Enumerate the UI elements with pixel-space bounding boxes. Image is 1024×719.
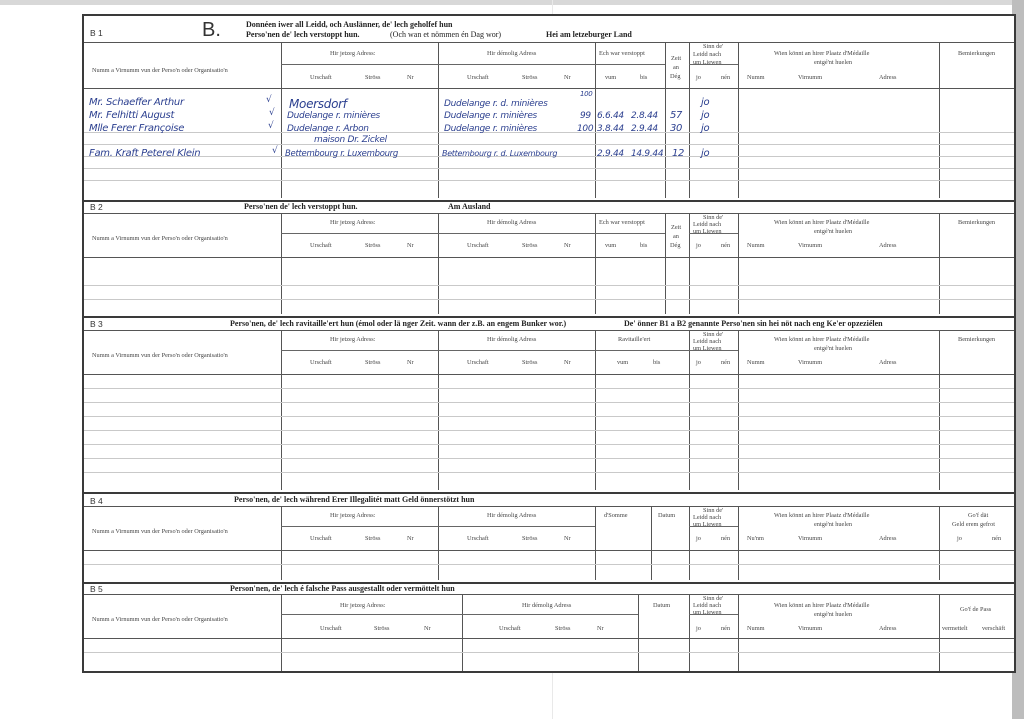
b1-entry-days-2: 57 — [670, 110, 683, 121]
b1-header-stross2: Ströss — [522, 74, 538, 81]
b2-header-nen: nén — [721, 242, 731, 249]
b2-header-virnumm: Virnumm — [798, 242, 823, 249]
b4-header-nr: Nr — [407, 535, 414, 542]
section-b4 — [84, 492, 1014, 584]
b2-header-former-addr: Hir démolig Adress — [487, 219, 537, 226]
section-b1-title-line1: Donnéen iwer all Leidd, och Auslänner, de' lech geholfef hun — [246, 20, 453, 29]
section-b2-grid — [84, 213, 1014, 314]
b1-header-nr2: Nr — [564, 74, 571, 81]
b2-header-name: Numm a Virnumm vun der Perso'n oder Organisatio'n — [92, 235, 228, 242]
b1-entry-name-3: Mlle Ferer Françoise — [89, 123, 185, 134]
b1-entry-days-3: 30 — [670, 123, 683, 134]
b1-entry-bis-3: 2.9.44 — [631, 124, 658, 134]
section-b1-title-line2c: Hei am letzeburger Land — [546, 30, 632, 39]
b1-header-name: Numm a Virnumm vun der Perso'n oder Organisatio'n — [92, 67, 228, 74]
b1-header-urschaft2: Urschaft — [467, 74, 489, 81]
b3-header-urschaft2: Urschaft — [467, 359, 489, 366]
section-b4-grid — [84, 506, 1014, 580]
b1-header-jo: jo — [696, 74, 701, 81]
b1-entry-name-2: Mr. Felhitti August — [89, 110, 175, 121]
b1-entry-vum-2: 6.6.44 — [597, 111, 624, 121]
b1-entry-current-2: Dudelange r. minières — [287, 111, 380, 121]
b4-header-jo2: jo — [957, 535, 962, 542]
section-b5 — [84, 582, 1014, 671]
section-b2-title: Perso'nen de' lech verstoppt hun. — [244, 202, 358, 211]
b4-header-virnumm: Virnumm — [798, 535, 823, 542]
b5-header-datum: Datum — [653, 602, 671, 609]
b5-header-virnumm: Virnumm — [798, 625, 823, 632]
b1-entry-check-2: √ — [269, 108, 275, 118]
b5-header-alive1: Sinn de' — [703, 595, 724, 602]
b5-header-urschaft2: Urschaft — [499, 625, 521, 632]
b1-entry-check-4: √ — [272, 146, 278, 156]
b5-header-stross: Ströss — [374, 625, 390, 632]
b3-header-remarks: Bemierkungen — [958, 336, 996, 343]
section-b3 — [84, 316, 1014, 494]
b5-header-alive3: um Liewen — [693, 609, 722, 616]
b4-header-alive2: Leidd nach — [693, 514, 722, 521]
b1-header-medal: Wien könnt an hirer Plaatz d'Médaille — [774, 50, 870, 57]
b4-header-stross: Ströss — [365, 535, 381, 542]
b4-header-nen: nén — [721, 535, 731, 542]
b1-header-alive1: Sinn de' — [703, 43, 724, 50]
b1-entry-current2-3: maison Dr. Zickel — [314, 135, 387, 145]
b4-header-geld1: Go'f dät — [968, 512, 989, 519]
b4-header-jo: jo — [696, 535, 701, 542]
b2-header-medal2: entgé'nt huelen — [814, 228, 853, 235]
b1-header-nr: Nr — [407, 74, 414, 81]
b4-header-former-addr: Hir démolig Adress — [487, 512, 537, 519]
b1-entry-former-3: Dudelange r. minières — [444, 124, 537, 134]
b5-header-medal2: entgé'nt huelen — [814, 611, 853, 618]
b5-header-urschaft: Urschaft — [320, 625, 342, 632]
b2-header-hidden: Ech war verstoppt — [599, 219, 645, 226]
b3-header-medal: Wien könnt an hirer Plaatz d'Médaille — [774, 336, 870, 343]
section-b4-title: Perso'nen, de' lech während Erer Illegalitét matt Geld önnerstötzt hun — [234, 495, 475, 504]
b3-header-stross: Ströss — [365, 359, 381, 366]
b5-header-jo: jo — [696, 625, 701, 632]
b1-entry-bis-4: 14.9.44 — [631, 149, 664, 159]
b1-entry-former-nr-3: 100 — [577, 124, 594, 134]
b2-header-remarks: Bemierkungen — [958, 219, 996, 226]
b4-header-nen2: nén — [992, 535, 1002, 542]
b3-header-stross2: Ströss — [522, 359, 538, 366]
b1-header-alive3: um Liewen — [693, 59, 722, 66]
b1-entry-current-1: Moersdorf — [289, 97, 347, 111]
b2-header-numm: Numm — [747, 242, 765, 249]
section-b1 — [84, 16, 1014, 202]
b1-entry-check-3: √ — [268, 121, 274, 131]
b2-header-vum: vum — [605, 242, 617, 249]
b1-entry-alive-1: jo — [701, 97, 710, 108]
b4-header-datum: Datum — [658, 512, 676, 519]
b1-header-adress: Adress — [879, 74, 897, 81]
b1-entry-vum-3: 3.8.44 — [597, 124, 624, 134]
b1-header-time: Zeit — [671, 55, 682, 62]
b3-header-nen: nén — [721, 359, 731, 366]
b1-entry-former-nr-1: 100 — [580, 90, 593, 98]
b4-header-medal2: entgé'nt huelen — [814, 521, 853, 528]
section-b1-id: B 1 — [90, 28, 103, 38]
b5-header-adress: Adress — [879, 625, 897, 632]
b1-header-urschaft: Urschaft — [310, 74, 332, 81]
section-b3-grid — [84, 330, 1014, 490]
b1-entry-former-2: Dudelange r. minières — [444, 111, 537, 121]
b2-header-medal: Wien könnt an hirer Plaatz d'Médaille — [774, 219, 870, 226]
b1-header-time3: Dég — [670, 73, 681, 80]
b3-header-name: Numm a Virnumm vun der Perso'n oder Organisatio'n — [92, 352, 228, 359]
section-b3-title: Perso'nen, de' lech ravitaille'ert hun (émol oder lä nger Zeit. wann der z.B. an engem Bunker wor.) — [230, 319, 567, 328]
b1-entry-current-4: Bettembourg r. Luxembourg — [285, 149, 398, 159]
b2-header-jo: jo — [696, 242, 701, 249]
b2-header-stross2: Ströss — [522, 242, 538, 249]
b5-header-nr2: Nr — [597, 625, 604, 632]
b5-header-alive2: Leidd nach — [693, 602, 722, 609]
b5-header-verschaft: verschäft — [982, 625, 1006, 632]
b3-header-adress: Adress — [879, 359, 897, 366]
b4-header-somme: d'Somme — [604, 512, 628, 519]
b3-header-former-addr: Hir démolig Adress — [487, 336, 537, 343]
b4-header-geld2: Geld erem gefrot — [952, 521, 996, 528]
b1-entry-former-4: Bettembourg r. d. Luxembourg — [442, 149, 558, 158]
b3-header-bis: bis — [653, 359, 661, 366]
b2-header-alive3: um Liewen — [693, 228, 722, 235]
b2-header-time2: an — [673, 233, 679, 240]
b1-entry-name-4: Fam. Kraft Peterel Klein — [89, 148, 201, 159]
b5-header-stross2: Ströss — [555, 625, 571, 632]
section-b2-title-b: Am Ausland — [448, 202, 491, 211]
b5-header-former-addr: Hir démolig Adress — [522, 602, 572, 609]
b1-header-time2: an — [673, 64, 679, 71]
section-b5-title: Person'nen, de' lech é falsche Pass ausgestallt oder vermöttelt hun — [230, 584, 455, 593]
section-b1-grid — [84, 42, 1014, 198]
b2-header-stross: Ströss — [365, 242, 381, 249]
b1-entry-former-nr-2: 99 — [580, 111, 591, 121]
b1-header-current-addr: Hir jetzeg Adress: — [330, 50, 376, 57]
b1-header-stross: Ströss — [365, 74, 381, 81]
b2-header-nr2: Nr — [564, 242, 571, 249]
b3-header-medal2: entgé'nt huelen — [814, 345, 853, 352]
b3-header-alive1: Sinn de' — [703, 331, 724, 338]
section-b3-id: B 3 — [90, 319, 103, 329]
b3-header-nr: Nr — [407, 359, 414, 366]
b1-header-numm: Numm — [747, 74, 765, 81]
b1-header-vum: vum — [605, 74, 617, 81]
b3-header-nr2: Nr — [564, 359, 571, 366]
b4-header-nunm: Nu'nm — [747, 535, 764, 542]
section-b3-title-b: De' önner B1 a B2 genannte Perso'nen sin hei nöt nach eng Ke'er opzeziélen — [624, 319, 883, 328]
b4-header-medal: Wien könnt an hirer Plaatz d'Médaille — [774, 512, 870, 519]
b1-entry-vum-4: 2.9.44 — [597, 149, 624, 159]
b2-header-time3: Dég — [670, 242, 681, 249]
b3-header-alive2: Leidd nach — [693, 338, 722, 345]
b3-header-virnumm: Virnumm — [798, 359, 823, 366]
b1-entry-current-3: Dudelange r. Arbon — [287, 124, 369, 134]
b1-entry-days-4: 12 — [672, 148, 685, 159]
paper-top-edge — [0, 0, 1024, 5]
b1-entry-check-1: √ — [266, 95, 272, 105]
section-b1-letter: B. — [202, 19, 221, 41]
section-b1-title-line2: Perso'nen de' lech verstoppt hun. — [246, 30, 360, 39]
b2-header-current-addr: Hir jetzeg Adress: — [330, 219, 376, 226]
b4-header-current-addr: Hir jetzeg Adress: — [330, 512, 376, 519]
b5-header-medal: Wien könnt an hirer Plaatz d'Médaille — [774, 602, 870, 609]
b4-header-urschaft2: Urschaft — [467, 535, 489, 542]
section-b2 — [84, 200, 1014, 318]
b4-header-alive3: um Liewen — [693, 521, 722, 528]
b1-header-former-addr: Hir démolig Adress — [487, 50, 537, 57]
b3-header-vum: vum — [617, 359, 629, 366]
b1-entry-alive-2: jo — [701, 110, 710, 121]
b5-header-name: Numm a Virnumm vun der Perso'n oder Organisatio'n — [92, 616, 228, 623]
b5-header-numm: Numm — [747, 625, 765, 632]
section-b4-id: B 4 — [90, 496, 103, 506]
b1-header-medal2: entgé'nt huelen — [814, 59, 853, 66]
b3-header-ravitaille: Ravitaille'ert — [618, 336, 651, 343]
b4-header-name: Numm a Virnumm vun der Perso'n oder Organisatio'n — [92, 528, 228, 535]
b1-entry-alive-3: jo — [701, 123, 710, 134]
b4-header-stross2: Ströss — [522, 535, 538, 542]
b2-header-bis: bis — [640, 242, 648, 249]
section-b2-id: B 2 — [90, 202, 103, 212]
b3-header-urschaft: Urschaft — [310, 359, 332, 366]
b1-header-hidden: Ech war verstoppt — [599, 50, 645, 57]
section-b1-band — [84, 16, 1014, 43]
b5-header-nr: Nr — [424, 625, 431, 632]
b1-header-nen: nén — [721, 74, 731, 81]
b2-header-nr: Nr — [407, 242, 414, 249]
b3-header-current-addr: Hir jetzeg Adress: — [330, 336, 376, 343]
b2-header-urschaft2: Urschaft — [467, 242, 489, 249]
b1-entry-bis-2: 2.8.44 — [631, 111, 658, 121]
b5-header-nen: nén — [721, 625, 731, 632]
section-b1-title-line2b: (Och wan et nömmen én Dag wor) — [390, 30, 502, 39]
section-b3-band — [84, 316, 1014, 331]
b2-header-adress: Adress — [879, 242, 897, 249]
b5-header-pass: Go'f de Pass — [960, 606, 992, 613]
b4-header-adress: Adress — [879, 535, 897, 542]
section-b4-band — [84, 492, 1014, 507]
b2-header-urschaft: Urschaft — [310, 242, 332, 249]
b3-header-jo: jo — [696, 359, 701, 366]
b4-header-urschaft: Urschaft — [310, 535, 332, 542]
b3-header-alive3: um Liewen — [693, 345, 722, 352]
b2-header-alive1: Sinn de' — [703, 214, 724, 221]
b1-header-virnumm: Virnumm — [798, 74, 823, 81]
b5-header-vermettelt: vermettelt — [942, 625, 968, 632]
b4-header-nr2: Nr — [564, 535, 571, 542]
b1-entry-former-1: Dudelange r. d. minières — [444, 99, 548, 109]
b2-header-alive2: Leidd nach — [693, 221, 722, 228]
b1-header-alive2: Leidd nach — [693, 51, 722, 58]
b1-header-remarks: Bemierkungen — [958, 50, 996, 57]
b2-header-time: Zeit — [671, 224, 682, 231]
b3-header-numm: Numm — [747, 359, 765, 366]
b4-header-alive1: Sinn de' — [703, 507, 724, 514]
b1-header-bis: bis — [640, 74, 648, 81]
form-sheet — [82, 14, 1016, 673]
b5-header-current-addr: Hir jetzeg Adress: — [340, 602, 386, 609]
b1-entry-name-1: Mr. Schaeffer Arthur — [89, 97, 184, 108]
section-b5-id: B 5 — [90, 584, 103, 594]
b1-entry-alive-4: jo — [701, 148, 710, 159]
section-b2-band — [84, 200, 1014, 214]
section-b5-grid — [84, 594, 1014, 671]
